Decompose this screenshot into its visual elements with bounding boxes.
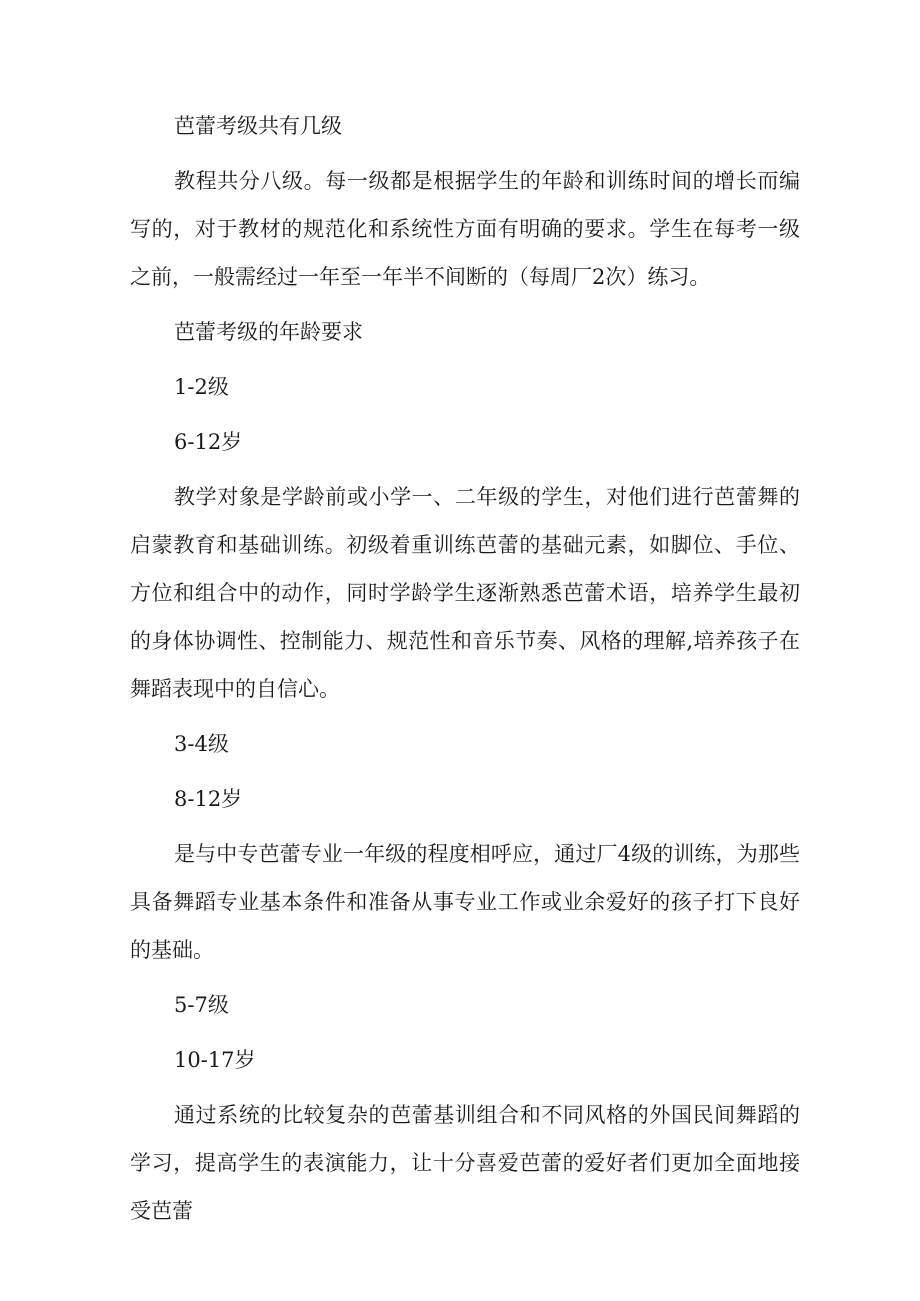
paragraph-level-1-2-description: 教学对象是学龄前或小学一、二年级的学生，对他们进行芭蕾舞的启蒙教育和基础训练。初级着重训练芭蕾的基础元素，如脚位、手位、方位和组合中的动作，同时学龄学生逐渐熟悉芭蕾术语，培养学生最初的身体协调性、控制能力、规范性和音乐节奏、风格的理解,培养孩子在舞蹈表现中的自信心。 (130, 485, 800, 701)
age-range-5-7: 10-17岁 (174, 1048, 256, 1072)
paragraph-level-5-7-description: 通过系统的比较复杂的芭蕾基训组合和不同风格的外国民间舞蹈的学习，提高学生的表演能力，让十分喜爱芭蕾的爱好者们更加全面地接受芭蕾 (130, 1103, 800, 1223)
age-range-3-4: 8-12岁 (174, 787, 243, 811)
document-body (130, 102, 800, 1235)
age-range-1-2: 6-12岁 (174, 430, 243, 454)
section-heading-levels: 芭蕾考级共有几级 (174, 114, 342, 138)
level-range-5-7: 5-7级 (174, 993, 229, 1017)
paragraph-level-3-4-description: 是与中专芭蕾专业一年级的程度相呼应，通过厂4级的训练，为那些具备舞蹈专业基本条件和准备从事专业工作或业余爱好的孩子打下良好的基础。 (130, 842, 800, 962)
paragraph-levels-description: 教程共分八级。每一级都是根据学生的年龄和训练时间的增长而编写的，对于教材的规范化和系统性方面有明确的要求。学生在每考一级之前，一般需经过一年至一年半不间断的（每周厂2次）练习。 (130, 169, 800, 289)
level-range-1-2: 1-2级 (174, 375, 229, 399)
level-range-3-4: 3-4级 (174, 732, 229, 756)
section-heading-age-requirements: 芭蕾考级的年龄要求 (174, 320, 363, 344)
